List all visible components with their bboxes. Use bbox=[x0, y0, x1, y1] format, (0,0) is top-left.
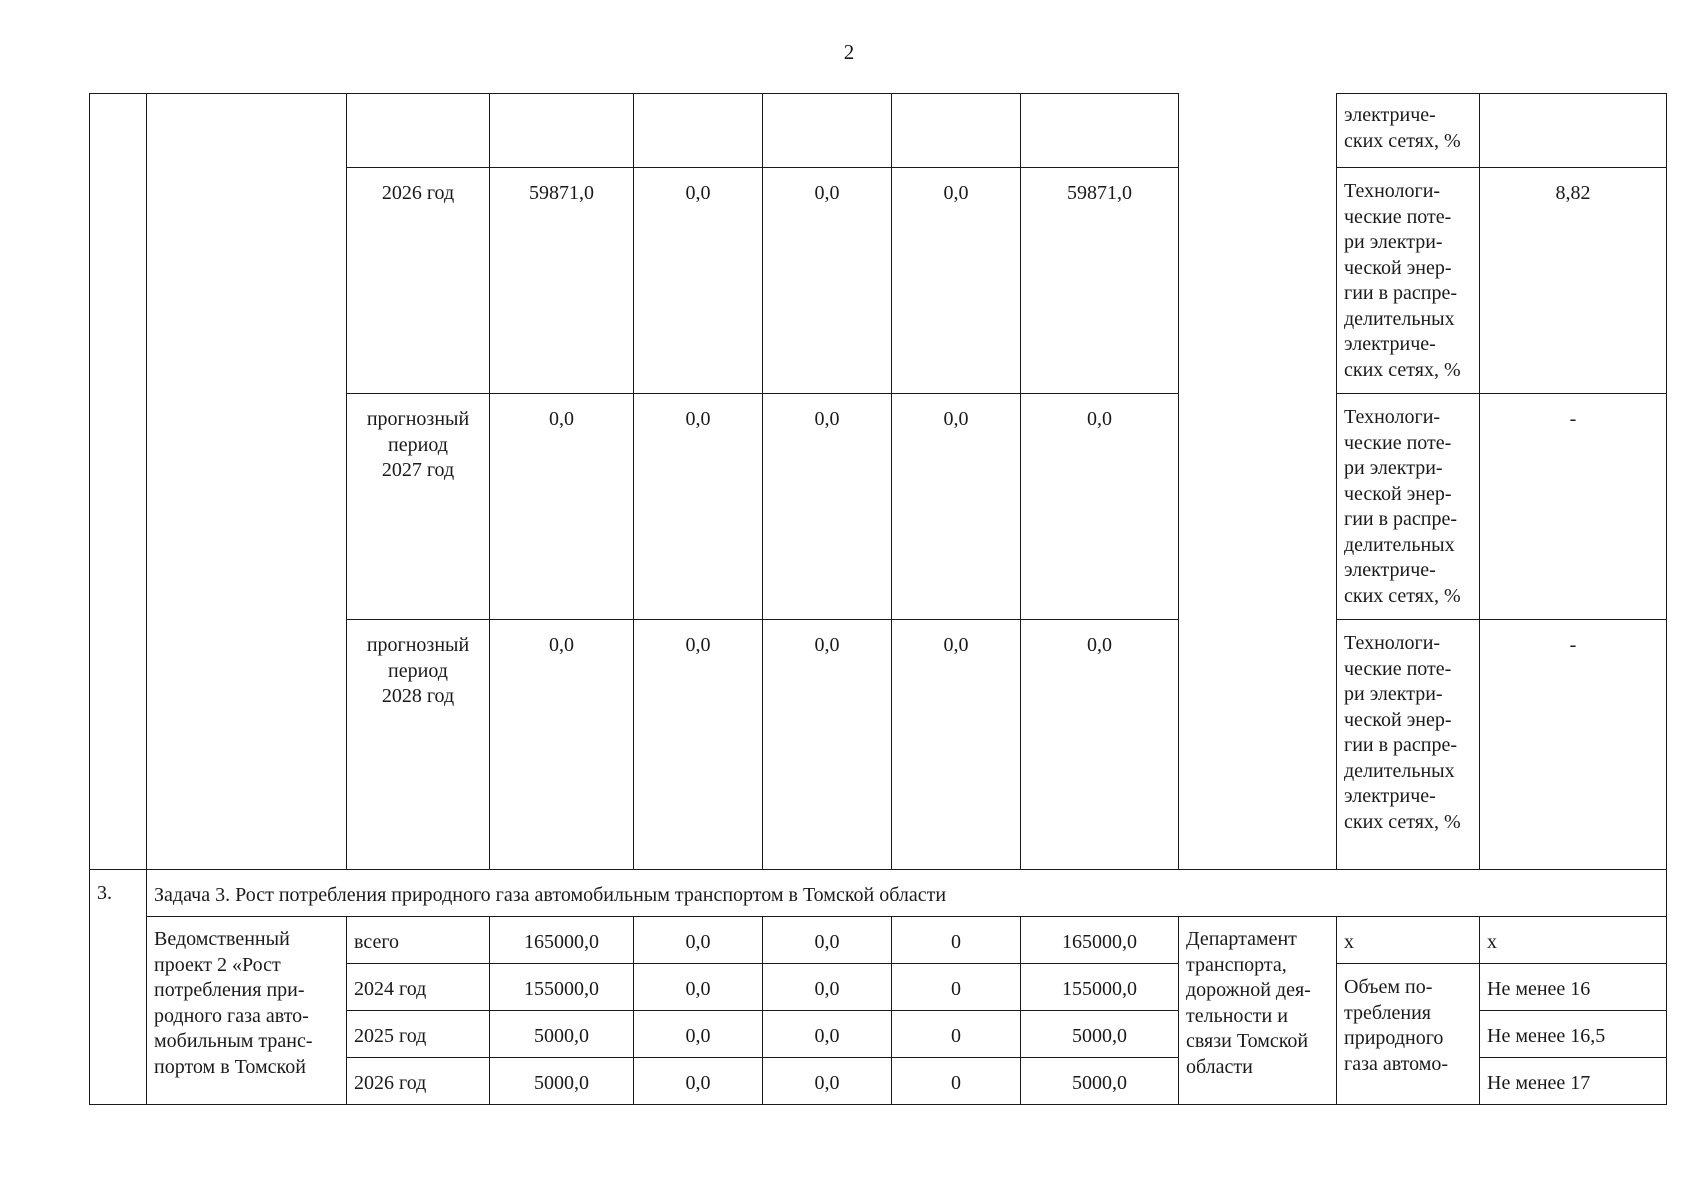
period-cell bbox=[347, 94, 490, 168]
task-title: Задача 3. Рост потребления природного газа автомобильным транспортом в Томской области bbox=[147, 870, 1667, 917]
value-regional-cell: 0,0 bbox=[763, 917, 892, 964]
value-regional-cell: 0,0 bbox=[763, 1011, 892, 1058]
value-federal-cell: 0,0 bbox=[634, 168, 763, 394]
period-cell: всего bbox=[347, 917, 490, 964]
value-local-cell: 0 bbox=[892, 964, 1021, 1011]
value-regional-cell: 0,0 bbox=[763, 964, 892, 1011]
value-total-cell: 5000,0 bbox=[490, 1058, 634, 1105]
value-local-cell: 0 bbox=[892, 917, 1021, 964]
value-federal-cell: 0,0 bbox=[634, 964, 763, 1011]
period-cell: 2024 год bbox=[347, 964, 490, 1011]
indicator-cell: Технологи- ческие поте- ри электри- ческой энер- гии в распре- делительных электриче- ских сетях, % bbox=[1337, 168, 1480, 394]
value-federal-cell: 0,0 bbox=[634, 917, 763, 964]
target-value-cell bbox=[1480, 94, 1667, 168]
row-number-cell bbox=[90, 94, 147, 870]
value-total-cell: 0,0 bbox=[490, 394, 634, 620]
value-local-cell: 0,0 bbox=[892, 620, 1021, 870]
period-cell: прогнозный период 2028 год bbox=[347, 620, 490, 870]
value-other-cell: 0,0 bbox=[1021, 620, 1179, 870]
table-row bbox=[90, 917, 1667, 964]
project-name-cell bbox=[147, 94, 347, 870]
value-other-cell: 155000,0 bbox=[1021, 964, 1179, 1011]
program-table bbox=[89, 93, 1667, 1105]
value-total-cell: 165000,0 bbox=[490, 917, 634, 964]
task-number: 3. bbox=[90, 870, 147, 1105]
target-value-cell: Не менее 17 bbox=[1480, 1058, 1667, 1105]
value-local-cell: 0,0 bbox=[892, 168, 1021, 394]
value-other-cell: 59871,0 bbox=[1021, 168, 1179, 394]
value-regional-cell: 0,0 bbox=[763, 168, 892, 394]
page-number: 2 bbox=[843, 40, 855, 64]
target-value-cell: - bbox=[1480, 394, 1667, 620]
indicator-cell: Технологи- ческие поте- ри электри- ческой энер- гии в распре- делительных электриче- ских сетях, % bbox=[1337, 394, 1480, 620]
value-local-cell bbox=[892, 94, 1021, 168]
value-regional-cell: 0,0 bbox=[763, 1058, 892, 1105]
project-name-cell: Ведомственный проект 2 «Рост потребления при- родного газа авто- мобильным транс- портом в Томской bbox=[147, 917, 347, 1105]
indicator-cell: Технологи- ческие поте- ри электри- ческой энер- гии в распре- делительных электриче- ских сетях, % bbox=[1337, 620, 1480, 870]
value-regional-cell: 0,0 bbox=[763, 620, 892, 870]
value-other-cell: 5000,0 bbox=[1021, 1058, 1179, 1105]
period-cell: прогнозный период 2027 год bbox=[347, 394, 490, 620]
value-other-cell: 165000,0 bbox=[1021, 917, 1179, 964]
value-federal-cell: 0,0 bbox=[634, 1058, 763, 1105]
value-federal-cell: 0,0 bbox=[634, 1011, 763, 1058]
table-row bbox=[90, 94, 1667, 168]
value-total-cell: 59871,0 bbox=[490, 168, 634, 394]
indicator-cell: электриче- ских сетях, % bbox=[1337, 94, 1480, 168]
value-other-cell bbox=[1021, 94, 1179, 168]
executor-cell: Департамент транспорта, дорожной дея- тельности и связи Томской области bbox=[1179, 917, 1337, 1105]
value-total-cell bbox=[490, 94, 634, 168]
indicator-cell: х bbox=[1337, 917, 1480, 964]
value-federal-cell: 0,0 bbox=[634, 394, 763, 620]
value-total-cell: 5000,0 bbox=[490, 1011, 634, 1058]
value-local-cell: 0,0 bbox=[892, 394, 1021, 620]
period-cell: 2026 год bbox=[347, 168, 490, 394]
value-other-cell: 0,0 bbox=[1021, 394, 1179, 620]
value-federal-cell: 0,0 bbox=[634, 620, 763, 870]
value-regional-cell: 0,0 bbox=[763, 394, 892, 620]
period-cell: 2025 год bbox=[347, 1011, 490, 1058]
target-value-cell: Не менее 16 bbox=[1480, 964, 1667, 1011]
value-local-cell: 0 bbox=[892, 1011, 1021, 1058]
target-value-cell: х bbox=[1480, 917, 1667, 964]
value-total-cell: 155000,0 bbox=[490, 964, 634, 1011]
value-federal-cell bbox=[634, 94, 763, 168]
value-other-cell: 5000,0 bbox=[1021, 1011, 1179, 1058]
executor-cell bbox=[1179, 94, 1337, 870]
indicator-cell: Объем по- требления природного газа автомо- bbox=[1337, 964, 1480, 1105]
target-value-cell: - bbox=[1480, 620, 1667, 870]
period-cell: 2026 год bbox=[347, 1058, 490, 1105]
target-value-cell: Не менее 16,5 bbox=[1480, 1011, 1667, 1058]
value-regional-cell bbox=[763, 94, 892, 168]
target-value-cell: 8,82 bbox=[1480, 168, 1667, 394]
value-local-cell: 0 bbox=[892, 1058, 1021, 1105]
value-total-cell: 0,0 bbox=[490, 620, 634, 870]
task-row bbox=[90, 870, 1667, 917]
